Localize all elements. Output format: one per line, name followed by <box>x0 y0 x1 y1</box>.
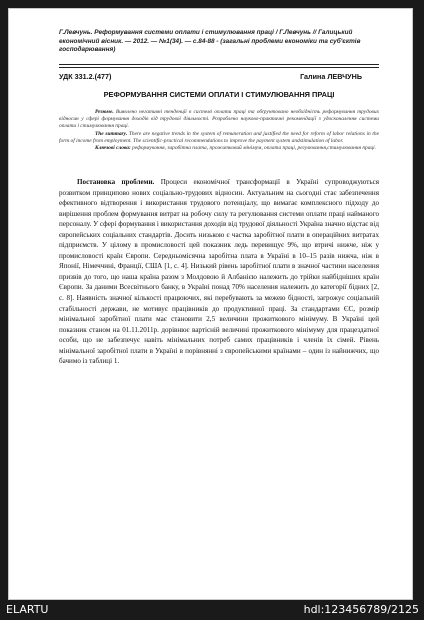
repository-name: ELARTU <box>6 603 49 616</box>
summary-paragraph <box>59 131 379 145</box>
udc-code: УДК 331.2.(477) <box>59 72 112 81</box>
keywords-label: Ключові слова: <box>95 145 131 152</box>
body-paragraph-text: Процеси економічної трансформації в Україні супроводжуються розвитком принципово нових соціально-трудових відносин. Актуальним на сьогодні стає забезпечення ефективного відтворення і використання трудового потенціалу, що вимагає комплексного підходу до вирішення проблем формування витрат на робочу силу та регулювання системи оплати праці найманого персоналу. У сфері формування і використання доходів від трудової діяльності Україна значно відстає від європейських соціальних стандартів. Досить низькою є частка заробітної плати в операційних витратах підприємств. У цілому в промисловості цей показник ледь перевищує 9%, що втричі нижче, ніж у промисловості країн Європи. Середньомісячна заробітна плата в Україні в 10–15 разів нижча, ніж в Японії, Німеччині, Франції, США [1, с. 4]. Низький рівень заробітної плати в значної частини населення призвів до того, що наша країна разом з Молдовою й Албанією належить до трійки найбідніших країн Європи. За даними Всесвітнього банку, в Україні понад 70% населення належить до категорії бідних [2, с. 8]. Наявність значної кількості працюючих, які перебувають за межею бідності, загрожує соціальній стабільності держави, не мотивує працівників до продуктивної праці. За стандартами ЄС, розмір мінімальної заробітної плати має становити 2,5 величини прожиткового мінімуму. В Україні цей показник станом на 01.11.2011р. дорівнює вартісній величині прожиткового мінімуму для працездатної особи, що не забезпечує навіть мінімальних потреб самих працівників і членів їх сімей. Рівень мінімальної заробітної плати в Україні в порівнянні з європейськими країнами – один із найнижчих, що бачимо із таблиці 1. <box>59 178 379 366</box>
header-rule-bottom <box>59 67 379 68</box>
author-name: Галина ЛЕВЧУНЬ <box>300 72 362 81</box>
keywords-paragraph <box>59 145 379 152</box>
resume-paragraph <box>59 109 379 131</box>
article-title: РЕФОРМУВАННЯ СИСТЕМИ ОПЛАТИ І СТИМУЛЮВАННЯ ПРАЦІ <box>103 90 335 99</box>
body-paragraph <box>59 177 379 367</box>
document-page <box>8 8 413 600</box>
summary-label: The summary. <box>95 130 128 137</box>
abstract-block <box>59 109 379 152</box>
keywords-text: реформування, заробітна плата, прожитковий мінімум, оплата праці, регулювання,стимулювання праці. <box>132 145 376 152</box>
resume-label: Резюме. <box>95 109 114 115</box>
viewer-footer <box>0 600 424 620</box>
section-label: Постановка проблеми. <box>77 178 155 186</box>
body-text <box>59 177 379 367</box>
handle-id: hdl:123456789/2125 <box>303 603 419 616</box>
citation-header: Г.Левчунь. Реформування системи оплати і стимулювання праці / Г.Левчунь // Галицький економічний вісник. — 2012. — №1(34). — с.84-88 - (загальні проблеми економіки та суб'єктів господарювання) <box>59 29 361 54</box>
header-rule-top <box>59 64 379 65</box>
summary-text: There are negative trends in the system of remuneration and justified the need for reform of labor relations in the form of income from employment. The scientific-practical recommendations to improve the payment system andstimulation of labor. <box>59 130 380 144</box>
resume-text: Виявлено негативні тенденції в системі оплати праці та обґрунтовано необхідність реформування трудових відносин у сфері формування доходів від трудової діяльності. Розроблено науково-практичні рекомендації з удосконалення системи оплати і стимулювання праці. <box>59 109 379 130</box>
